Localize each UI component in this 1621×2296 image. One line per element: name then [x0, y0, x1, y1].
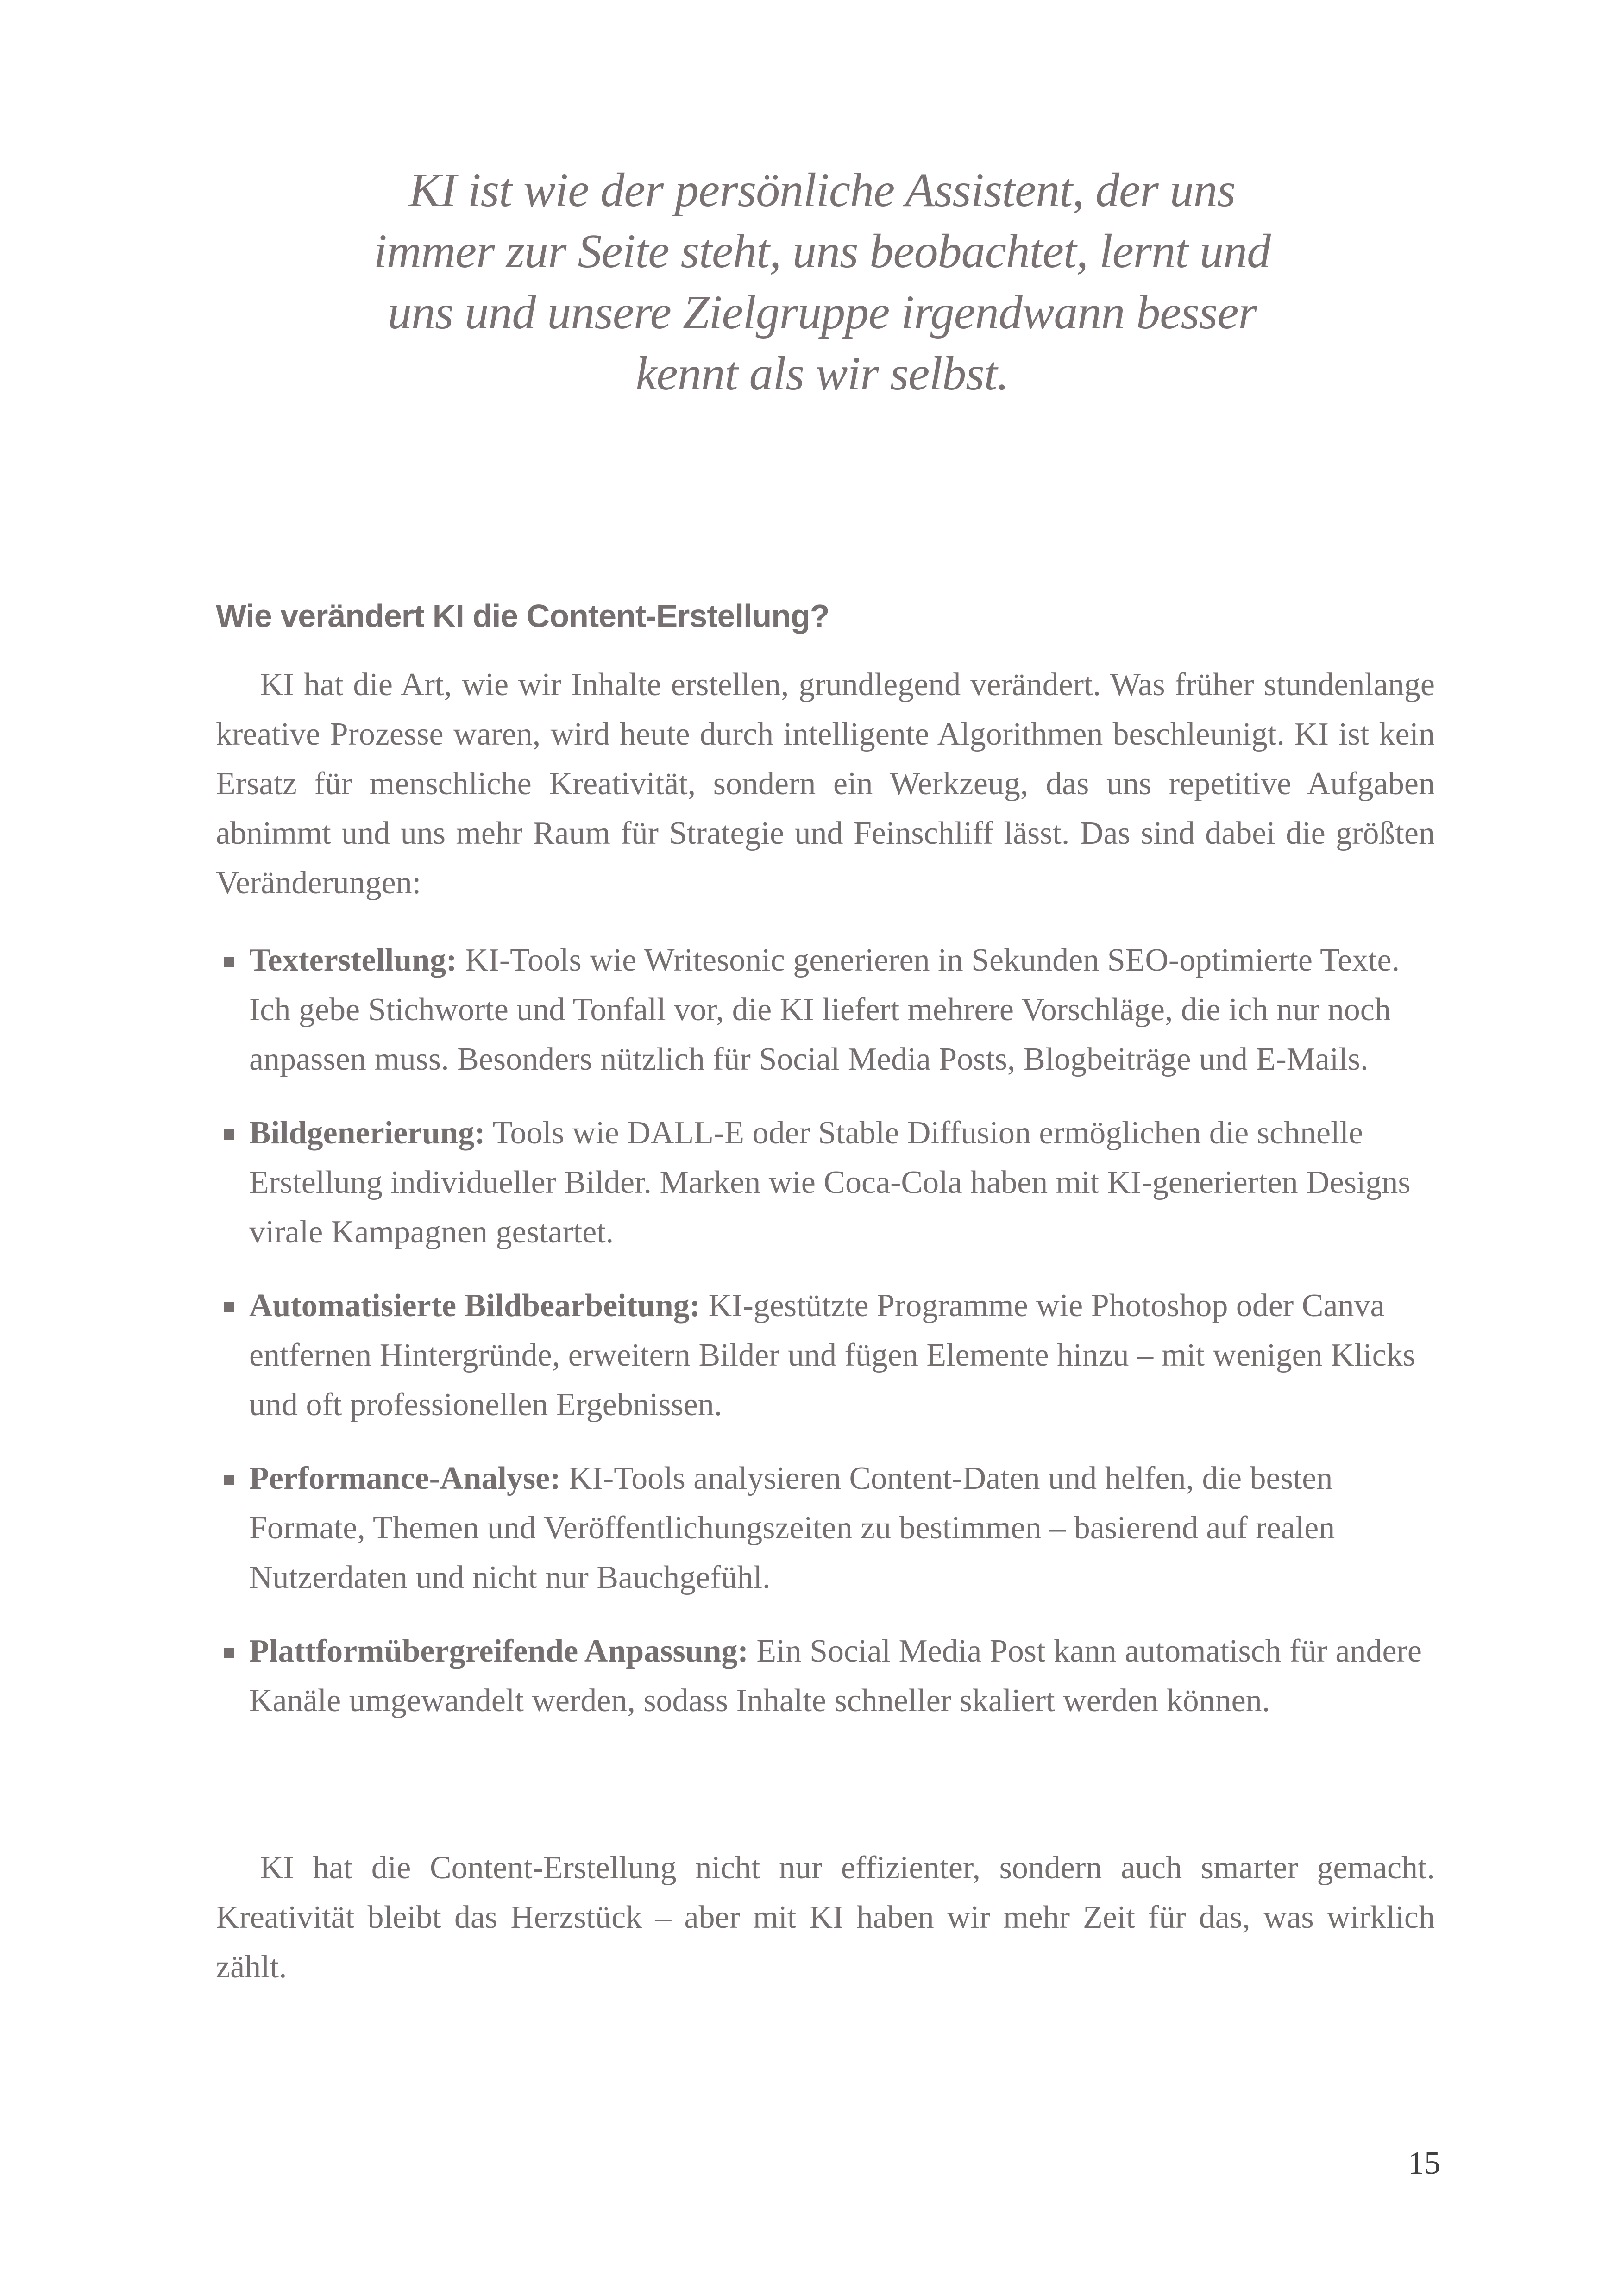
bullet-text: KI-Tools analysieren Content-Daten und helfen, die besten Formate, Themen und Veröffentlichungszeiten zu bestimmen – basierend auf realen Nutzerdaten und nicht nur Bauchgefühl. [249, 1461, 1335, 1595]
quote-line: KI ist wie der persönliche Assistent, der uns [408, 163, 1236, 217]
bullet-text: KI-gestützte Programme wie Photoshop oder Canva entfernen Hintergründe, erweitern Bilder und fügen Elemente hinzu – mit wenigen Klicks und oft professionellen Ergebnissen. [249, 1288, 1415, 1423]
bullet-list [216, 935, 1439, 1750]
list-item [216, 1108, 1439, 1257]
bullet-text: Tools wie DALL-E oder Stable Diffusion ermöglichen die schnelle Erstellung individueller Bilder. Marken wie Coca-Cola haben mit KI-generierten Designs virale Kampagnen gestartet. [249, 1115, 1411, 1250]
quote-line: immer zur Seite steht, uns beobachtet, lernt und [373, 225, 1271, 278]
list-item [216, 935, 1439, 1084]
bullet-term: Bildgenerierung: [249, 1115, 485, 1151]
bullet-term: Plattformübergreifende Anpassung: [249, 1633, 748, 1669]
list-item [216, 1281, 1439, 1430]
list-item [216, 1626, 1439, 1725]
list-item [216, 1454, 1439, 1602]
square-bullet-icon [224, 1475, 234, 1485]
bullet-text: KI-Tools wie Writesonic generieren in Sekunden SEO-optimierte Texte. Ich gebe Stichworte und Tonfall vor, die KI liefert mehrere Vorschläge, die ich nur noch anpassen muss. Besonders nützlich für Social Media Posts, Blogbeiträge und E-Mails. [249, 942, 1400, 1077]
square-bullet-icon [224, 957, 234, 967]
square-bullet-icon [224, 1302, 234, 1312]
quote-line: uns und unsere Zielgruppe irgendwann besser [387, 286, 1257, 339]
intro-paragraph: KI hat die Art, wie wir Inhalte erstellen, grundlegend verändert. Was früher stundenlange kreative Prozesse waren, wird heute durch intelligente Algorithmen beschleunigt. KI ist kein Ersatz für menschliche Kreativität, sondern ein Werkzeug, das uns repetitive Aufgaben abnimmt und uns mehr Raum für Strategie und Feinschliff lässt. Das sind dabei die größten Veränderungen: [216, 667, 1435, 901]
bullet-term: Texterstellung: [249, 942, 457, 978]
section-heading: Wie verändert KI die Content-Erstellung? [216, 598, 829, 634]
square-bullet-icon [224, 1129, 234, 1140]
quote-line: kennt als wir selbst. [635, 347, 1009, 400]
bullet-term: Performance-Analyse: [249, 1461, 561, 1496]
bullet-text: Ein Social Media Post kann automatisch für andere Kanäle umgewandelt werden, sodass Inhalte schneller skaliert werden können. [249, 1633, 1422, 1719]
square-bullet-icon [224, 1648, 234, 1658]
bullet-term: Automatisierte Bildbearbeitung: [249, 1288, 701, 1324]
closing-paragraph: KI hat die Content-Erstellung nicht nur effizienter, sondern auch smarter gemacht. Kreativität bleibt das Herzstück – aber mit KI haben wir mehr Zeit für das, was wirklich zählt. [216, 1850, 1435, 1985]
pull-quote [371, 160, 1274, 404]
page-number: 15 [1408, 2145, 1440, 2181]
